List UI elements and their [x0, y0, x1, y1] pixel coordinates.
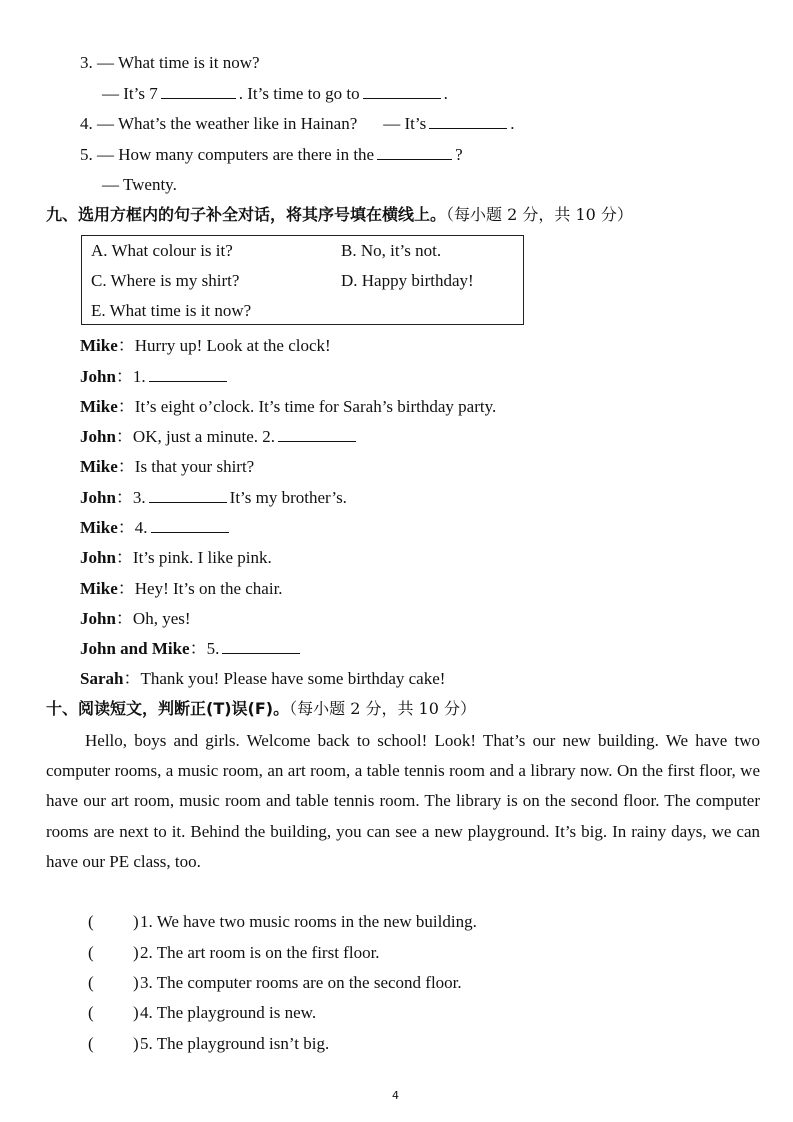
dialogue-line: Sarah：Thank you! Please have some birthday cake! — [80, 669, 446, 688]
speaker: Mike — [80, 579, 118, 598]
page-number: 4 — [392, 1089, 399, 1102]
dialogue-line: Mike：It’s eight o’clock. It’s time for Sarah’s birthday party. — [80, 397, 497, 416]
answer-paren-open[interactable]: ( — [88, 973, 94, 992]
dialogue-line: Mike：4. — [80, 516, 232, 540]
answer-paren-open[interactable]: ( — [88, 1034, 94, 1053]
answer-blank-1[interactable] — [149, 365, 227, 382]
option-e: E. What time is it now? — [91, 301, 252, 320]
dialogue-line: John：1. — [80, 365, 230, 389]
dialogue-line: Mike：Hey! It’s on the chair. — [80, 579, 283, 598]
q4-line: 4. — What’s the weather like in Hainan? — It’s . — [80, 114, 515, 133]
option-b: B. No, it’s not. — [341, 241, 442, 260]
answer-paren-open[interactable]: ( — [88, 912, 94, 931]
speaker: Mike — [80, 457, 118, 476]
answer-paren-close: ) — [133, 912, 139, 931]
speaker: John — [80, 488, 116, 507]
answer-paren-close: ) — [133, 1003, 139, 1022]
speaker: Mike — [80, 518, 118, 537]
speaker: John — [80, 367, 116, 386]
tf-statement: 5. The playground isn’t big. — [140, 1034, 330, 1053]
option-c: C. Where is my shirt? — [91, 271, 240, 290]
speaker: John — [80, 609, 116, 628]
speaker: Mike — [80, 336, 118, 355]
answer-paren-open[interactable]: ( — [88, 943, 94, 962]
q5-answer: — Twenty. — [102, 175, 177, 194]
q3-blank-2[interactable] — [363, 82, 441, 99]
q3-answer: — It’s 7 . It’s time to go to . — [102, 84, 448, 103]
dialogue-line: John：Oh, yes! — [80, 609, 191, 628]
q4-blank[interactable] — [429, 112, 507, 129]
dialogue-line: Mike：Is that your shirt? — [80, 457, 255, 476]
section9-heading: 九、选用方框内的句子补全对话，将其序号填在横线上。（每小题 2 分，共 10 分） — [46, 205, 633, 224]
tf-statement: 4. The playground is new. — [140, 1003, 317, 1022]
answer-blank-5[interactable] — [222, 637, 300, 654]
answer-paren-open[interactable]: ( — [88, 1003, 94, 1022]
section10-heading: 十、阅读短文，判断正(T)误(F)。（每小题 2 分，共 10 分） — [46, 699, 476, 718]
dialogue-line: John：It’s pink. I like pink. — [80, 548, 272, 567]
speaker: Mike — [80, 397, 118, 416]
answer-blank-4[interactable] — [151, 516, 229, 533]
tf-statement: 2. The art room is on the first floor. — [140, 943, 380, 962]
dialogue-line: John：OK, just a minute. 2. — [80, 425, 359, 449]
answer-blank-3[interactable] — [149, 486, 227, 503]
reading-passage: Hello, boys and girls. Welcome back to school! Look! That’s our new building. We have two computer rooms, a music room, an art room, a table tennis room and a library now. On the first floor, we have our art room, music room and table tennis room. The library is on the second floor. The computer rooms are next to it. Behind the building, you can see a new playground. It’s big. In rainy days, we can have our PE class, too. — [46, 731, 760, 871]
answer-paren-close: ) — [133, 1034, 139, 1053]
dialogue-line: John and Mike：5. — [80, 637, 303, 661]
speaker: John and Mike — [80, 639, 190, 658]
speaker: John — [80, 427, 116, 446]
speaker: Sarah — [80, 669, 124, 688]
option-a: A. What colour is it? — [91, 241, 233, 260]
option-d: D. Happy birthday! — [341, 271, 474, 290]
tf-statement: 3. The computer rooms are on the second floor. — [140, 973, 462, 992]
answer-paren-close: ) — [133, 973, 139, 992]
answer-blank-2[interactable] — [278, 425, 356, 442]
q3-question: 3. — What time is it now? — [80, 53, 260, 72]
dialogue-line: Mike：Hurry up! Look at the clock! — [80, 336, 331, 355]
options-box — [81, 235, 524, 325]
q3-blank-1[interactable] — [161, 82, 236, 99]
q5-blank[interactable] — [377, 143, 452, 160]
dialogue-line: John：3. It’s my brother’s. — [80, 488, 347, 507]
speaker: John — [80, 548, 116, 567]
tf-statement: 1. We have two music rooms in the new building. — [140, 912, 477, 931]
answer-paren-close: ) — [133, 943, 139, 962]
q5-question: 5. — How many computers are there in the ? — [80, 145, 463, 164]
